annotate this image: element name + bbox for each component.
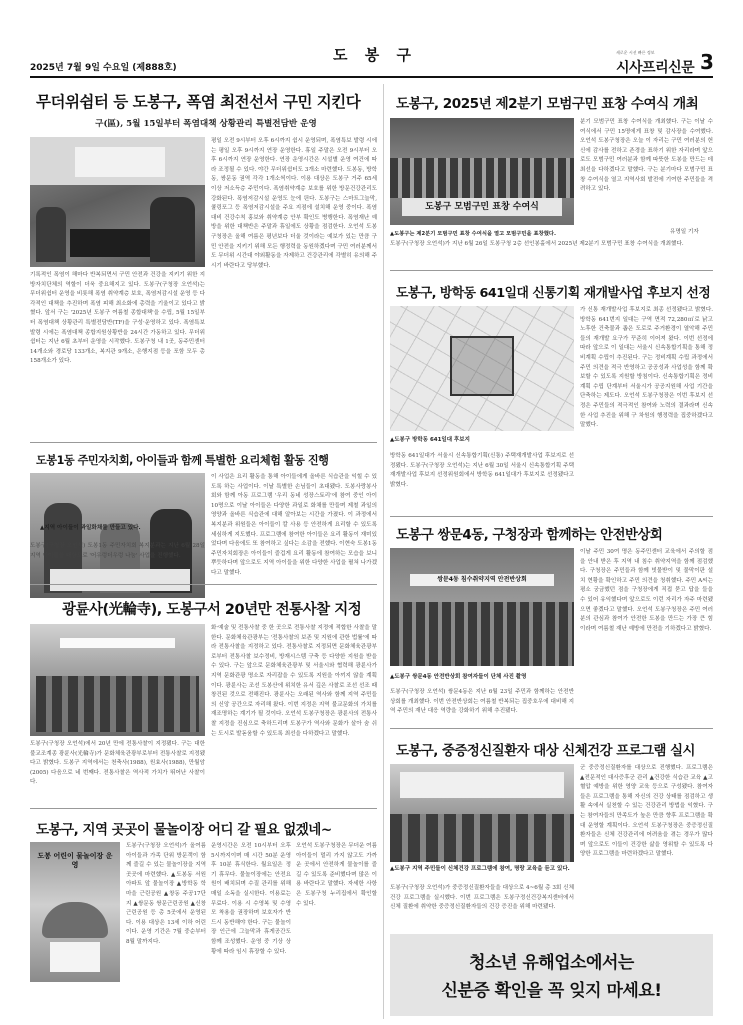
a4-poster [30, 842, 120, 982]
a8-headline: 도봉구, 중증정신질환자 대상 신체건강 프로그램 실시 [396, 744, 695, 759]
a1-body-right: 평일 오전 9시부터 오후 6시까지 쉼시 운영되며, 폭염특보 발령 시에는 평일 오후 9시까지 연장 운영한다. 휴일 주말은 오전 9시부터 오후 6시까지 연장 운영한다. 연장 운영시간은 시설별 운영 여건에 따라 조정될 수 있다. 야간 무더위쉼터도 3개소 마련했다. 도봉동, 방학동, 쌍문동 권역 각각 1개소씩이다. 이용 대상은 도봉구 거주 65세 이상 저소득층 주민이다. 폭염취약계층 보호를 위한 방문건강관리도 강화된다. 폭염저감시설 운영도 눈에 띈다. 도봉구는 스마트그늘막, 쿨링포그 등 폭염저감시설을 주요 지점에 설치해 운영 중이다. 폭염 대비 건강수칙 홍보와 취약계층 안부 확인도 병행한다. 폭염재난 예방을 위한 대책반은 주말과 휴일에도 상황을 점검한다. 오언석 도봉구청장은 올해 여름은 평년보다 더울 것이라는 예보가 있는 만큼 구민 안전을 지키기 위해 모든 행정력을 동원하겠다며 구민 여러분께서도 무더위 시간대 야외활동을 자제하고 건강관리에 각별히 유의해 주시기 바란다고 당부했다. [211, 138, 377, 269]
a5-body-left: 도봉구(구청장 오언석)가 지난 6월 26일 도봉구청 2층 선인봉홀에서 2025년 제2분기 모범구민 표창 수여식을 개최했다. [390, 241, 684, 247]
a6-body-left: 방학동 641일대가 서울시 신속통합기획(신통) 주택재개발사업 후보지로 선정됐다. 도봉구(구청장 오언석)는 지난 6월 30일 서울시 신속통합기획 주택재개발사업 후보지 선정위원회에서 방학동 641일대가 후보지로 선정됐다고 밝혔다. [390, 453, 574, 488]
ad-line-2: 신분증 확인을 꼭 잊지 마세요! [441, 981, 662, 1001]
a8-caption: ▲도봉구 지역 주민들이 신체건강 프로그램에 참여, 명랑 교육을 듣고 있다. [390, 866, 570, 872]
a2-headline: 도봉1동 주민자치회, 아이들과 함께 특별한 요리체험 활동 진행 [36, 454, 329, 467]
a3-body-right: 화·예술 및 전통사찰 중 한 곳으로 전통사찰 지정에 적합한 사찰을 말한다. 문화체육관광부는 '전통사찰의 보존 및 지원에 관한 법률'에 따라 전통사찰을 지정하고 있다. 전통사찰로 지정되면 문화체육관광부로부터 전통사찰 보수정비, 방재시스템 구축 등 다양한 지원을 받을 수 있다. 구는 앞으로 문화체육관광부 및 서울시와 협력해 광륜사가 지역 문화관광 명소로 자리잡을 수 있도록 지원을 아끼지 않을 계획이다. 광륜사는 조선 도봉산에 위치한 유서 깊은 사찰로 조선 선조 때 창건된 것으로 전해진다. 광륜사는 오래된 역사와 함께 지역 주민들의 신앙 공간으로 자리해 왔다. 이번 지정은 지역 불교문화의 가치를 재조명하는 계기가 될 것이다. 오언석 도봉구청장은 광륜사의 전통사찰 지정을 진심으로 축하드리며 도봉구가 역사와 문화가 살아 숨 쉬는 도시로 발돋움할 수 있도록 최선을 다하겠다고 말했다. [211, 625, 377, 737]
a1-photo [30, 137, 205, 267]
a7-headline: 도봉구 쌍문4동, 구청장과 함께하는 안전반상회 [396, 528, 663, 543]
a2-body-left: 도봉구(구청장 오언석) 도봉1동 주민자치회 복지분과는 지난 6월 28일 지역 아이들을 대상으로 '어우렁더우렁 나눔' 사업을 진행했다. [30, 543, 205, 559]
a7-banner: 쌍문4동 침수취약지역 안전반상회 [410, 574, 554, 586]
a3-body-left: 도봉구(구청장 오언석)에서 20년 만에 전통사찰이 지정됐다. 구는 대한불교조계종 광륜사(光輪寺)가 문화체육관광부로부터 전통사찰로 지정됐다고 밝혔다. 도봉구 지역에서는 천축사(1988), 원효사(1988), 만월암(2005) 다음으로 네 번째다. 전통사찰은 역사적 가치가 뛰어난 사찰이다. [30, 741, 205, 786]
a4-body-mid: 운영시간은 오전 10시부터 오후 5시까지이며 매 시간 50분 운영 후 10분 휴식한다. 월요일은 정기 휴무다. 물놀이장에는 안전요원이 배치되며 수질 관리를 위해 매일 소독을 실시한다. 이용료는 무료다. 이용 시 수영복 및 수영모 착용을 권장하며 보호자가 반드시 동반해야 한다. 구는 물놀이장 인근에 그늘막과 휴게공간도 함께 조성했다. 운영 중 기상 상황에 따라 임시 휴장할 수 있다. [211, 843, 291, 955]
a7-divider [390, 728, 713, 729]
a1-headline: 무더위쉼터 등 도봉구, 폭염 최전선서 구민 지킨다 [36, 93, 361, 111]
a3-headline: 광륜사(光輪寺), 도봉구서 20년만 전통사찰 지정 [62, 602, 362, 618]
a4-body-right: 오언석 도봉구청장은 무더운 여름 아이들이 멀리 가지 않고도 가까운 곳에서 안전하게 물놀이를 즐길 수 있도록 준비했다며 많은 이용 바란다고 말했다. 자세한 사항은 도봉구청 누리집에서 확인할 수 있다. [296, 843, 377, 907]
a5-banner: 도봉구 모범구민 표창 수여식 [402, 198, 562, 216]
a1-subheadline: 구(區), 5월 15일부터 폭염대책 상황관리 특별전담반 운영 [95, 119, 317, 129]
a7-photo [390, 548, 574, 666]
a5-reporter: 유명일 기자 [670, 229, 699, 235]
a5-divider [390, 270, 713, 271]
a8-body-right: 군 중증정신질환자를 대상으로 진행했다. 프로그램은 ▲전문적인 대사증후군 관리 ▲건강한 식습관 교육 ▲고혈압 예방을 위한 영양 교육 등으로 구성됐다. 참여자들은 프로그램을 통해 자신의 건강 상태를 점검하고 생활 속에서 실천할 수 있는 건강관리 방법을 익혔다. 구는 참여자들의 만족도가 높은 만큼 향후 프로그램을 확대 운영할 계획이다. 오언석 도봉구청장은 중증정신질환자들은 신체 건강관리에 어려움을 겪는 경우가 많다며 앞으로도 이들이 건강한 삶을 영위할 수 있도록 다양한 프로그램을 마련하겠다고 말했다. [580, 765, 713, 858]
section-title: 도 봉 구 [333, 46, 417, 64]
ad-box [390, 934, 713, 1016]
a2-divider [30, 584, 377, 585]
column-divider [383, 84, 384, 1019]
ad-line-1: 청소년 유해업소에서는 [469, 953, 634, 973]
a7-body-left: 도봉구(구청장 오언석) 쌍문4동은 지난 6월 23일 주민과 함께하는 안전반상회를 개최했다. 이번 안전반상회는 여름철 반복되는 집중호우에 대비해 지역 주민의 재난 대응 역량을 강화하기 위해 추진됐다. [390, 689, 574, 715]
a4-poster-title: 도봉 어린이 물놀이장 운영 [37, 852, 113, 869]
a7-body-right: 이날 주민 30여 명은 동주민센터 교육에서 주의할 점을 안내 받은 후 지역 내 침수 취약지역을 함께 점검했다. 구청장은 주민들과 함께 빗물받이 및 물막이판 설치 현황을 확인하고 주민 의견을 청취했다. 주민 A씨는 평소 궁금했던 점을 구청장에게 직접 묻고 답을 들을 수 있어 유익했다며 앞으로도 이런 자리가 자주 마련됐으면 좋겠다고 말했다. 오언석 도봉구청장은 주민 여러분의 관심과 참여가 안전한 도봉을 만드는 가장 큰 힘이라며 여름철 재난 예방에 만전을 기하겠다고 밝혔다. [580, 549, 713, 632]
page-number: 3 [700, 50, 714, 74]
a2-body-right: 이 사업은 요리 활동을 통해 아이들에게 올바른 식습관을 익힐 수 있도록 하는 사업이다. 이날 특별한 손님들이 초대됐다. 도봉사랑봉사회와 함께 아동 프로그램 '우리 동네 성장스토리'에 참여 중인 아이 10명으로 이날 아이들은 다양한 과일로 화채를 만들며 제철 과일의 영양과 올바른 식습관에 대해 알아보는 시간을 가졌다. 이 과정에서 복지분과 위원들은 아이들이 칼 사용 등 안전하게 요리할 수 있도록 세심하게 지도했다. 프로그램에 참여한 아이들은 요리 활동이 재미있었다며 다음에도 또 참여하고 싶다는 소감을 전했다. 이현숙 도봉1동 주민자치회장은 아이들이 즐겁게 요리 활동에 참여하는 모습을 보니 뿌듯하다며 앞으로도 지역 아이들을 위한 다양한 사업을 펼쳐 나가겠다고 말했다. [211, 474, 377, 576]
a3-photo [30, 624, 205, 736]
a5-headline: 도봉구, 2025년 제2분기 모범구민 표창 수여식 개최 [396, 96, 699, 112]
header-rule [30, 76, 713, 78]
a7-caption: ▲도봉구 쌍문4동 안전반상회 참여자들이 단체 사진 촬영 [390, 674, 527, 680]
a4-headline: 도봉구, 지역 곳곳이 물놀이장 어디 갈 필요 없겠네~ [36, 822, 332, 838]
a6-headline: 도봉구, 방학동 641일대 신통기획 재개발사업 후보지 선정 [396, 286, 711, 301]
a4-body-left: 도봉구(구청장 오언석)가 올여름 아이들과 가족 단위 방문객이 함께 즐길 수 있는 물놀이장을 지역 곳곳에 마련했다. ▲도봉동 서원아파트 앞 물놀이장 ▲방학동 학마을 근린공원 ▲창동 주공17단지 ▲쌍문동 쌍문근린공원 ▲신창근린공원 등 총 5곳에서 운영된다. 이용 대상은 13세 이하 어린이다. 운영 기간은 7월 중순부터 8월 말까지다. [126, 843, 206, 945]
a8-photo [390, 764, 574, 862]
a2-caption: ▲지역 아이들이 과일화채를 만들고 있다. [40, 525, 141, 531]
a6-map [390, 306, 574, 431]
logo-tagline: 새로운 시선 빠른 정보 [616, 50, 655, 55]
a5-body-right: 분기 모범구민 표창 수여식을 개최했다. 구는 이날 수여식에서 구민 15명에게 표창 및 감사장을 수여했다. 오언석 도봉구청장은 오늘 이 자리는 구민 여러분의 헌신에 감사를 전하고 존경을 표하기 위한 자리라며 앞으로도 모범구민 여러분과 함께 따뜻한 도봉을 만드는 데 최선을 다하겠다고 말했다. 구는 분기마다 모범구민 표창 수여식을 열고 지역사회 발전에 기여한 주민들을 격려하고 있다. [580, 119, 713, 193]
newspaper-logo: 시사프리신문 [616, 60, 695, 76]
a1-body-left: 기록적인 폭염이 해마다 반복되면서 구민 안전과 건강을 지키기 위한 지방자치단체의 역할이 더욱 중요해지고 있다. 도봉구(구청장 오언석)는 무더위쉼터 운영을 비롯해 폭염 취약계층 보호, 폭염저감시설 운영 등 다각적인 대책을 추진하며 폭염 피해 최소화에 총력을 기울이고 있다고 밝혔다. 앞서 구는 '2025년 도봉구 여름철 종합대책'을 수립, 5월 15일부터 폭염대책 상황관리 특별전담반(TF)을 구성·운영하고 있다. 폭염특보 발령 시에는 폭염대책 종합지원상황반을 24시간 가동하고 있다. 무더위쉼터는 지난 6월 초부터 운영을 시작했다. 도봉구청 내 1곳, 동주민센터 14개소와 경로당 133개소, 복지관 9개소, 은행지점 등을 포함 모두 총 158개소가 있다. [30, 272, 205, 365]
a3-divider [30, 808, 377, 809]
a5-caption: ▲도봉구는 제2분기 모범구민 표창 수여식을 열고 모범구민을 표창했다. [390, 231, 556, 237]
a8-body-left: 도봉구(구청장 오언석)가 중증정신질환자들을 대상으로 4~6월 총 3회 신체건강 프로그램을 실시했다. 이번 프로그램은 도봉구정신건강복지센터에서 신체 질환에 취약한 중증정신질환자들의 건강 증진을 위해 마련됐다. [390, 885, 574, 911]
a5-photo [390, 118, 574, 225]
a1-divider [30, 442, 377, 443]
header-date: 2025년 7월 9일 수요일 (제888호) [30, 63, 177, 73]
a6-divider [390, 516, 713, 517]
a6-caption: ▲도봉구 방학동 641일대 후보지 [390, 437, 470, 443]
a6-body-right: 가 신통 재개발사업 후보지로 최종 선정됐다고 밝혔다. 방학동 641번지 일대는 구역 면적 72,280㎡로 낡고 노후한 건축물과 좁은 도로로 주거환경이 열악해 주민들의 재개발 요구가 꾸준히 이어져 왔다. 이번 선정에 따라 앞으로 이 일대는 서울시 신속통합기획을 통해 정비계획 수립이 추진된다. 구는 정비계획 수립 과정에서 주민 의견을 적극 반영하고 공공성과 사업성을 함께 확보할 수 있도록 지원할 방침이다. 신속통합기획은 정비계획 수립 단계부터 서울시가 공공지원해 사업 기간을 단축하는 제도다. 오언석 도봉구청장은 이번 후보지 선정은 주민들의 적극적인 참여와 노력의 결과라며 신속한 사업 추진을 위해 구 차원의 행정력을 집중하겠다고 말했다. [580, 307, 713, 429]
